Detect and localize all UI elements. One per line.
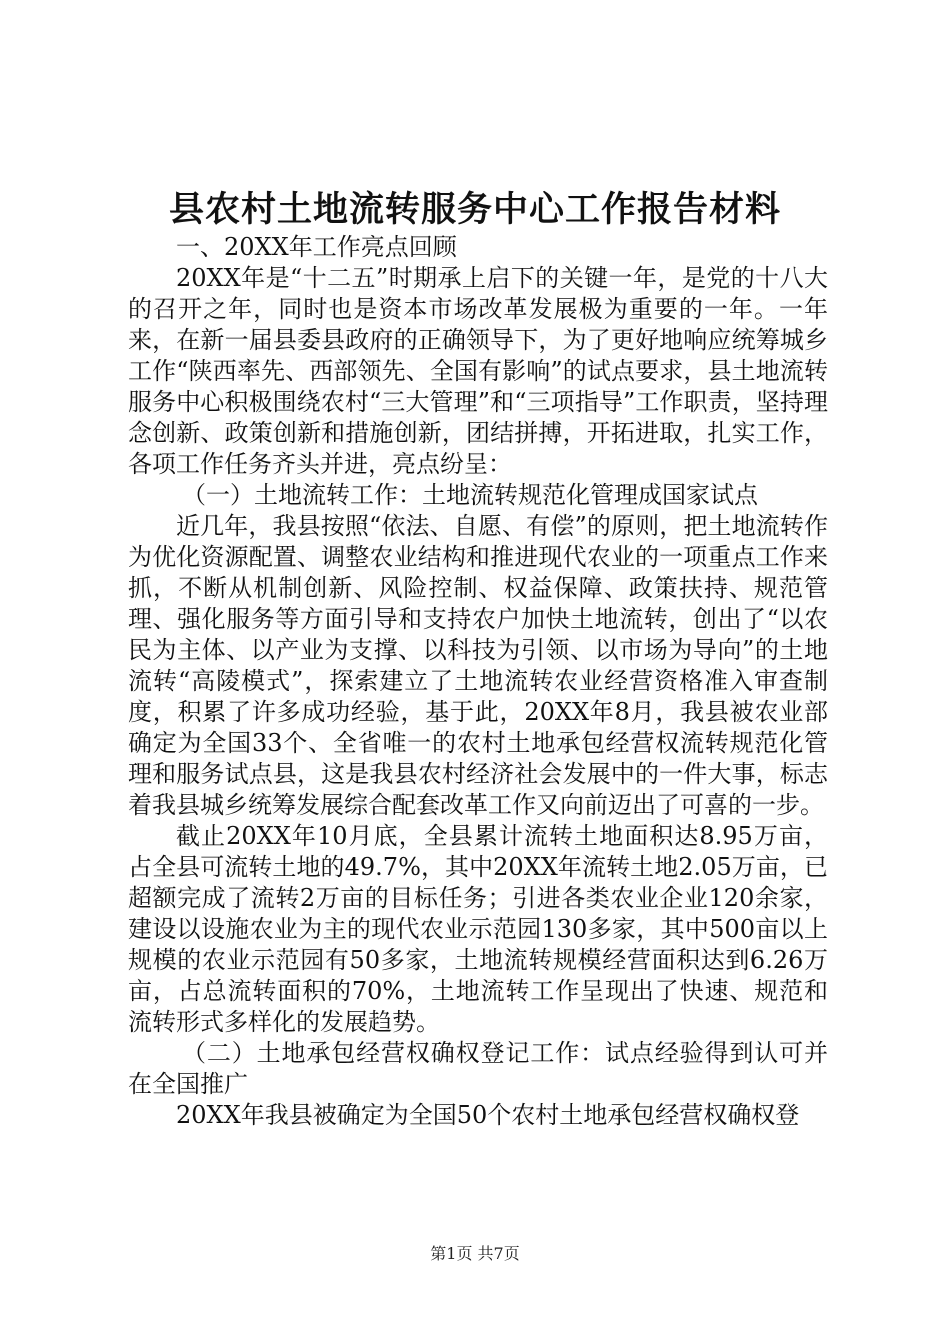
body-paragraph: 截止20XX年10月底，全县累计流转土地面积达8.95万亩，占全县可流转土地的49.7%，其中20XX年流转土地2.05万亩，已超额完成了流转2万亩的目标任务；引进各类农业企业120余家，建设以设施农业为主的现代农业示范园130多家，其中500亩以上规模的农业示范园有50多家，土地流转规模经营面积达到6.26万亩，占总流转面积的70%，土地流转工作呈现出了快速、规范和流转形式多样化的发展趋势。 <box>128 822 828 1036</box>
body-paragraph: 20XX年我县被确定为全国50个农村土地承包经营权确权登 <box>176 1101 800 1129</box>
body-paragraph: 近几年，我县按照“依法、自愿、有偿”的原则，把土地流转作为优化资源配置、调整农业结构和推进现代农业的一项重点工作来抓，不断从机制创新、风险控制、权益保障、政策扶持、规范管理、强化服务等方面引导和支持农户加快土地流转，创出了“以农民为主体、以产业为支撑、以科技为引领、以市场为导向”的土地流转“高陵模式”，探索建立了土地流转农业经营资格准入审查制度，积累了许多成功经验，基于此，20XX年8月，我县被农业部确定为全国33个、全省唯一的农村土地承包经营权流转规范化管理和服务试点县，这是我县农村经济社会发展中的一件大事，标志着我县城乡统筹发展综合配套改革工作又向前迈出了可喜的一步。 <box>128 512 828 819</box>
subsection-heading-1: （一）土地流转工作：土地流转规范化管理成国家试点 <box>182 481 758 509</box>
subsection-heading-2: （二）土地承包经营权确权登记工作：试点经验得到认可并在全国推广 <box>128 1039 828 1098</box>
document-title: 县农村土地流转服务中心工作报告材料 <box>168 189 781 230</box>
body-paragraph: 20XX年是“十二五”时期承上启下的关键一年，是党的十八大的召开之年，同时也是资本市场改革发展极为重要的一年。一年来，在新一届县委县政府的正确领导下，为了更好地响应统筹城乡工作“陕西率先、西部领先、全国有影响”的试点要求，县土地流转服务中心积极围绕农村“三大管理”和“三项指导”工作职责，坚持理念创新、政策创新和措施创新，团结拼搏，开拓进取，扎实工作，各项工作任务齐头并进，亮点纷呈： <box>128 264 828 478</box>
document-body <box>128 232 828 1131</box>
page-number-footer: 第1页 共7页 <box>430 1244 520 1263</box>
section-heading-1: 一、20XX年工作亮点回顾 <box>176 233 457 261</box>
